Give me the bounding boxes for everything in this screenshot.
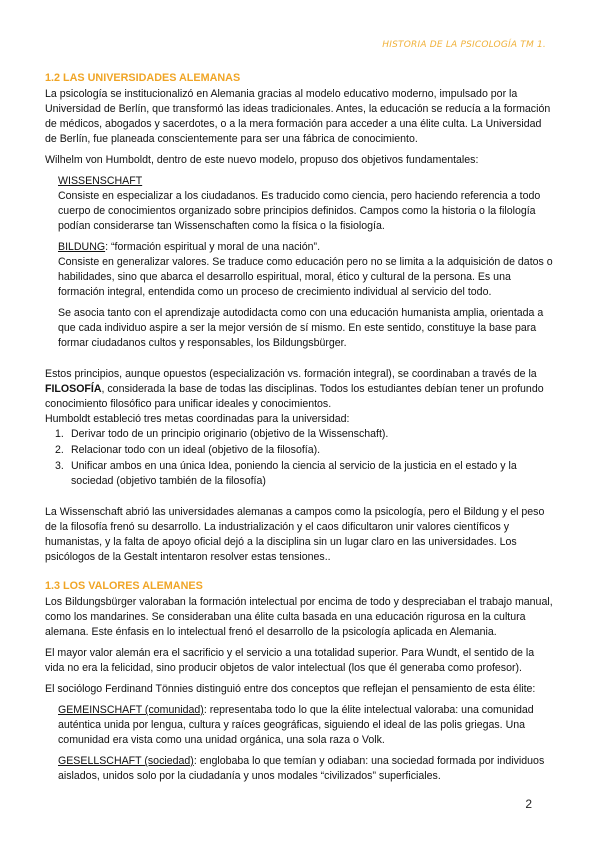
list-text: Derivar todo de un principio originario (objetivo de la Wissenschaft). <box>71 428 389 440</box>
humboldt-paragraph: Wilhelm von Humboldt, dentro de este nuevo modelo, propuso dos objetivos fundamentales: <box>45 154 479 166</box>
principios-text-a: Estos principios, aunque opuestos (especialización vs. formación integral), se coordinaban a través de la <box>45 368 537 380</box>
bildung-text-2: Se asocia tanto con el aprendizaje autodidacta como con una educación humanista amplia, orientada a que cada individuo aspire a ser la mejor versión de sí mismo. En este sentido, constituye la base para formar ciudadanos cultos y responsables, los Bildungsbürger. <box>58 307 544 349</box>
metas-intro: Humboldt estableció tres metas coordinadas para la universidad: <box>45 413 350 425</box>
gemeinschaft-paragraph <box>58 703 555 748</box>
wissenschaft-block <box>58 174 555 234</box>
list-text: Relacionar todo con un ideal (objetivo de la filosofía). <box>71 444 321 456</box>
page-number: 2 <box>525 797 532 811</box>
gemeinschaft-term: GEMEINSCHAFT (comunidad) <box>58 704 204 716</box>
gemeinschaft-text: : representaba todo lo que la élite intelectual valoraba: una comunidad auténtica unida por lengua, cultura y raíces geográficas, siguiendo el ideal de las polis griegas. Una comunidad era vista como una unidad orgánica, una sola raza o Volk. <box>58 704 534 746</box>
section-1-2-closing: La Wissenschaft abrió las universidades alemanas a campos como la psicología, pero el Bildung y el peso de la filosofía frenó su desarrollo. La industrialización y el caos dificultaron unir valores científicos y humanistas, y la falta de apoyo oficial dejó a la disciplina sin un lugar claro en las universidades. Los psicólogos de la Gestalt intentaron resolver estas tensiones.. <box>45 506 545 563</box>
section-1-3-p1: Los Bildungsbürger valoraban la formación intelectual por encima de todo y despreciaban el trabajo manual, como los mandarines. Se consideraban una élite culta basada en una educación rigurosa en la cultura alemana. Este énfasis en lo intelectual frenó el desarrollo de la psicología aplicada en Alemania. <box>45 596 553 638</box>
list-text: Unificar ambos en una única Idea, poniendo la ciencia al servicio de la justicia en el estado y la sociedad (objetivo también de la filosofía) <box>71 460 517 487</box>
section-1-3-heading: 1.3 LOS VALORES ALEMANES <box>45 580 203 592</box>
bildung-definition: : “formación espiritual y moral de una nación”. <box>105 241 321 253</box>
list-number: 1. <box>55 428 64 440</box>
list-number: 3. <box>55 460 64 472</box>
section-1-2-heading: 1.2 LAS UNIVERSIDADES ALEMANAS <box>45 72 241 84</box>
list-item <box>45 459 555 489</box>
list-item <box>45 443 555 458</box>
principios-text-b: , considerada la base de todas las disciplinas. Todos los estudiantes debían tener un profundo conocimiento filosófico para unificar ideales y conocimientos. <box>45 383 544 410</box>
bildung-term: BILDUNG <box>58 241 106 253</box>
gesellschaft-paragraph <box>58 754 555 784</box>
metas-list <box>45 427 555 489</box>
gesellschaft-term: GESELLSCHAFT (sociedad) <box>58 755 194 767</box>
principios-paragraph <box>45 367 555 412</box>
section-1-2-intro: La psicología se institucionalizó en Alemania gracias al modelo educativo moderno, impulsado por la Universidad de Berlín, que transformó las ideas tradicionales. Antes, la educación se reducía a la formación de médicos, abogados y sacerdotes, o a la mera formación para acceder a una élite culta. La Universidad de Berlín, fue planeada conscientemente para ser una fábrica de conocimiento. <box>45 88 551 145</box>
document-body <box>45 71 555 790</box>
gesellschaft-block <box>58 754 555 784</box>
running-header: HISTORIA DE LA PSICOLOGÍA TM 1. <box>382 40 546 50</box>
list-number: 2. <box>55 444 64 456</box>
gesellschaft-text: : englobaba lo que temían y odiaban: una sociedad formada por individuos aislados, unidos solo por la ciudadanía y unos modales “civilizados” superficiales. <box>58 755 545 782</box>
filosofia-bold: FILOSOFÍA <box>45 383 102 395</box>
section-1-3-p2: El mayor valor alemán era el sacrificio y el servicio a una totalidad superior. Para Wundt, el sentido de la vida no era la felicidad, sino producir objetos de valor intelectual (los que él generaba como profesor). <box>45 647 535 674</box>
gemeinschaft-block <box>58 703 555 748</box>
bildung-heading <box>58 240 555 255</box>
wissenschaft-text: Consiste en especializar a los ciudadanos. Es traducido como ciencia, pero haciendo referencia a todo cuerpo de conocimientos organizado sobre principios definidos. Campos como la historia o la filología podían considerarse tan Wissenschaften como la física o la fisiología. <box>58 190 541 232</box>
list-item <box>45 427 555 442</box>
section-1-3-p3: El sociólogo Ferdinand Tönnies distinguió entre dos conceptos que reflejan el pensamiento de esta élite: <box>45 683 536 695</box>
wissenschaft-term: WISSENSCHAFT <box>58 175 143 187</box>
bildung-block <box>58 240 555 351</box>
bildung-text-1: Consiste en generalizar valores. Se traduce como educación pero no se limita a la adquisición de datos o habilidades, sino que abarca el desarrollo espiritual, moral, ético y cultural de la persona. Es una formación integral, entendida como un proceso de crecimiento individual al servicio del todo. <box>58 256 553 298</box>
